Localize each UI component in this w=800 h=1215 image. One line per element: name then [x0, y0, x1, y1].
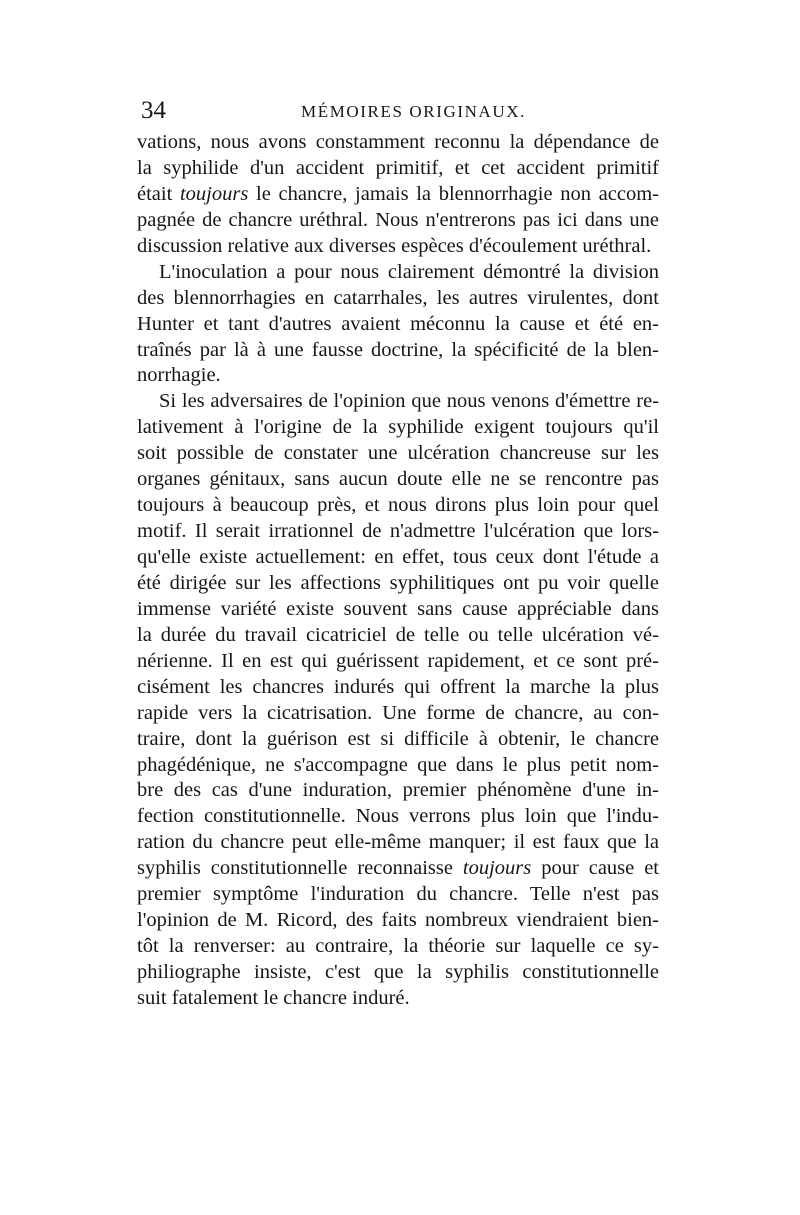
text-line: bre des cas d'une induration, premier phénomène d'une in- — [137, 779, 659, 802]
emphasis: toujours — [462, 857, 532, 880]
text-line: traînés par là à une fausse doctrine, la spécificité de la blen- — [137, 338, 659, 361]
text-line: des blennorrhagies en catarrhales, les autres virulentes, dont — [137, 286, 659, 309]
text-line: ration du chancre peut elle-même manquer; il est faux que la — [137, 831, 659, 854]
text-line: immense variété existe souvent sans cause appréciable dans — [137, 597, 659, 620]
text-line: norrhagie. — [137, 364, 221, 387]
text-line: qu'elle existe actuellement: en effet, tous ceux dont l'étude a — [137, 546, 659, 568]
text-line: la syphilide d'un accident primitif, et cet accident primitif — [137, 156, 659, 179]
text-line: syphilis constitutionnelle reconnaisse toujours pour cause et — [137, 857, 659, 880]
text-line: Hunter et tant d'autres avaient méconnu la cause et été en- — [137, 312, 659, 335]
text-line: motif. Il serait irrationnel de n'admettre l'ulcération que lors- — [137, 520, 659, 543]
page-number: 34 — [141, 97, 166, 124]
body-text — [137, 130, 659, 1012]
emphasis: toujours — [179, 182, 249, 205]
text-line: philiographe insiste, c'est que la syphilis constitutionnelle — [137, 961, 659, 983]
text-line: L'inoculation a pour nous clairement démontré la division — [159, 260, 659, 283]
page-header — [141, 96, 661, 126]
text-line: traire, dont la guérison est si difficile à obtenir, le chancre — [137, 727, 659, 750]
text-line: fection constitutionnelle. Nous verrons plus loin que l'indu- — [137, 805, 659, 828]
text-line: la durée du travail cicatriciel de telle ou telle ulcération vé- — [137, 623, 659, 646]
text-line: était toujours le chancre, jamais la blennorrhagie non accom- — [137, 182, 660, 205]
text-line: discussion relative aux diverses espèces d'écoulement uréthral. — [137, 234, 652, 257]
text-line: pagnée de chancre uréthral. Nous n'entrerons pas ici dans une — [137, 208, 659, 231]
text-line: toujours à beaucoup près, et nous dirons plus loin pour quel — [137, 494, 659, 517]
text-line: été dirigée sur les affections syphilitiques ont pu voir quelle — [137, 571, 659, 594]
text-line: cisément les chancres indurés qui offrent la marche la plus — [137, 675, 659, 698]
text-line: lativement à l'origine de la syphilide exigent toujours qu'il — [137, 416, 659, 439]
text-line: vations, nous avons constamment reconnu la dépendance de — [137, 131, 659, 153]
text-line: nérienne. Il en est qui guérissent rapidement, et ce sont pré- — [137, 649, 659, 672]
text-line: l'opinion de M. Ricord, des faits nombreux viendraient bien- — [137, 909, 659, 932]
text-line: phagédénique, ne s'accompagne que dans le plus petit nom- — [137, 753, 659, 776]
running-title: MÉMOIRES ORIGINAUX. — [301, 102, 526, 121]
text-line: suit fatalement le chancre induré. — [137, 986, 410, 1009]
text-line: premier symptôme l'induration du chancre. Telle n'est pas — [137, 883, 659, 906]
text-line: rapide vers la cicatrisation. Une forme de chancre, au con- — [137, 701, 659, 724]
text-line: Si les adversaires de l'opinion que nous venons d'émettre re- — [159, 390, 659, 413]
text-line: organes génitaux, sans aucun doute elle ne se rencontre pas — [137, 468, 659, 491]
text-line: tôt la renverser: au contraire, la théorie sur laquelle ce sy- — [137, 935, 659, 958]
text-line: soit possible de constater une ulcération chancreuse sur les — [137, 442, 659, 465]
